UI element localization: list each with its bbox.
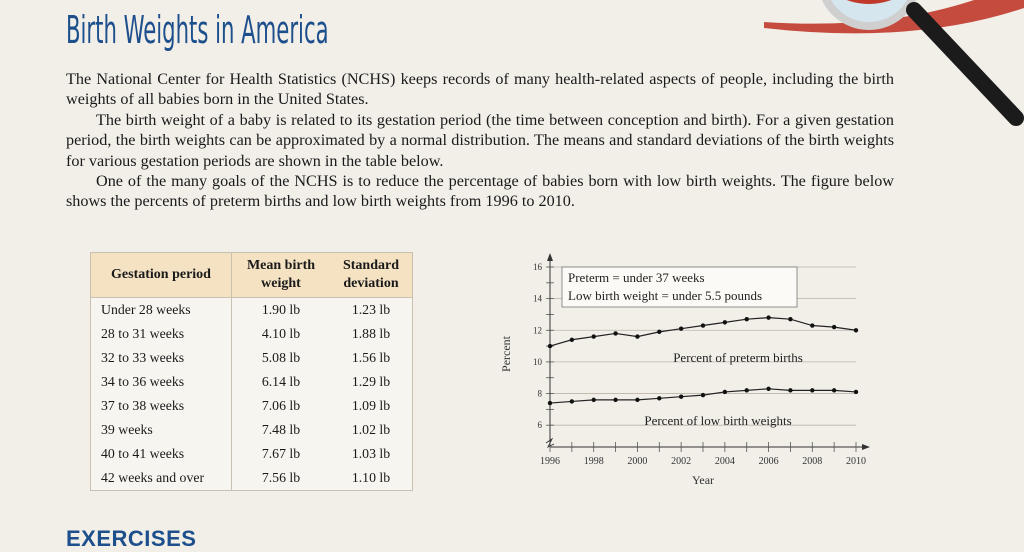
data-point bbox=[657, 396, 661, 400]
table-row bbox=[91, 346, 413, 370]
series-label: Percent of low birth weights bbox=[644, 413, 792, 429]
series-line bbox=[550, 318, 856, 346]
y-axis-arrow bbox=[547, 253, 553, 261]
data-point bbox=[548, 344, 552, 348]
y-tick-label: 12 bbox=[533, 325, 542, 336]
preterm-lowweight-chart bbox=[490, 245, 870, 495]
x-tick-label: 2008 bbox=[802, 456, 823, 467]
table-header-row bbox=[91, 253, 413, 298]
cell-sd: 1.56 lb bbox=[351, 350, 391, 365]
data-point bbox=[679, 395, 683, 399]
y-tick-label: 6 bbox=[537, 420, 542, 431]
paragraph-2: The birth weight of a baby is related to its gestation period (the time between conception and birth). For a given gestation period, the birth weights can be approximated by a normal distribution. The means and standard deviations of the birth weights for various gestation periods are shown in the table below. bbox=[66, 110, 894, 170]
cell-period: 40 to 41 weeks bbox=[91, 442, 232, 466]
cell-period: 39 weeks bbox=[91, 418, 232, 442]
y-axis-label: Percent bbox=[499, 336, 513, 372]
cell-mean: 1.90 lb bbox=[261, 302, 301, 317]
data-point bbox=[788, 317, 792, 321]
data-point bbox=[701, 393, 705, 397]
data-point bbox=[810, 388, 814, 392]
data-point bbox=[635, 398, 639, 402]
table-row bbox=[91, 466, 413, 491]
intro-text bbox=[66, 69, 894, 212]
cell-sd: 1.09 lb bbox=[351, 398, 391, 413]
cell-mean: 7.67 lb bbox=[261, 446, 301, 461]
data-point bbox=[745, 388, 749, 392]
data-point bbox=[679, 326, 683, 330]
cell-period: Under 28 weeks bbox=[91, 298, 232, 323]
table-row bbox=[91, 370, 413, 394]
data-point bbox=[810, 323, 814, 327]
paragraph-3: One of the many goals of the NCHS is to reduce the percentage of babies born with low birth weights. The figure below shows the percents of preterm births and low birth weights from 1996 to 2010. bbox=[66, 172, 894, 211]
cell-mean: 6.14 lb bbox=[261, 374, 301, 389]
cell-period: 34 to 36 weeks bbox=[91, 370, 232, 394]
table-row bbox=[91, 394, 413, 418]
x-tick-label: 2002 bbox=[671, 456, 692, 467]
table-row bbox=[91, 442, 413, 466]
data-point bbox=[592, 334, 596, 338]
data-point bbox=[570, 338, 574, 342]
data-point bbox=[657, 330, 661, 334]
data-point bbox=[570, 399, 574, 403]
cell-sd: 1.23 lb bbox=[351, 302, 391, 317]
cell-mean: 7.48 lb bbox=[261, 422, 301, 437]
x-tick-label: 2010 bbox=[846, 456, 866, 467]
header-mean: Mean birth weight bbox=[232, 253, 331, 298]
cell-mean: 4.10 lb bbox=[261, 326, 301, 341]
y-tick-label: 16 bbox=[533, 262, 542, 272]
data-point bbox=[854, 328, 858, 332]
y-tick-label: 14 bbox=[533, 293, 542, 304]
data-point bbox=[745, 317, 749, 321]
data-point bbox=[788, 388, 792, 392]
legend-entry: Low birth weight = under 5.5 pounds bbox=[568, 288, 763, 303]
x-tick-label: 1998 bbox=[583, 456, 604, 467]
y-tick-label: 8 bbox=[537, 388, 542, 399]
data-point bbox=[766, 315, 770, 319]
data-point bbox=[613, 331, 617, 335]
cell-sd: 1.10 lb bbox=[351, 470, 391, 485]
data-point bbox=[613, 398, 617, 402]
x-axis-label: Year bbox=[691, 473, 715, 487]
cell-mean: 7.06 lb bbox=[261, 398, 301, 413]
series-label: Percent of preterm births bbox=[673, 349, 803, 365]
table-row bbox=[91, 322, 413, 346]
x-tick-label: 1996 bbox=[540, 456, 560, 467]
y-tick-label: 10 bbox=[533, 356, 542, 367]
legend-entry: Preterm = under 37 weeks bbox=[568, 270, 705, 285]
cell-mean: 5.08 lb bbox=[261, 350, 301, 365]
header-sd: Standard deviation bbox=[330, 253, 413, 298]
cell-sd: 1.03 lb bbox=[351, 446, 391, 461]
cell-period: 28 to 31 weeks bbox=[91, 322, 232, 346]
data-point bbox=[592, 398, 596, 402]
data-point bbox=[723, 320, 727, 324]
data-point bbox=[766, 387, 770, 391]
table-row bbox=[91, 418, 413, 442]
data-point bbox=[832, 325, 836, 329]
data-point bbox=[832, 388, 836, 392]
x-tick-label: 2004 bbox=[714, 456, 735, 467]
cell-period: 42 weeks and over bbox=[91, 466, 232, 491]
cell-sd: 1.88 lb bbox=[351, 326, 391, 341]
cell-period: 37 to 38 weeks bbox=[91, 394, 232, 418]
header-gestation: Gestation period bbox=[91, 253, 232, 298]
birth-weight-table bbox=[90, 252, 413, 491]
data-point bbox=[701, 323, 705, 327]
table-row bbox=[91, 298, 413, 323]
paragraph-1: The National Center for Health Statistics (NCHS) keeps records of many health-related aspects of people, including the birth weights of all babies born in the United States. bbox=[66, 70, 894, 109]
data-point bbox=[635, 334, 639, 338]
cell-sd: 1.29 lb bbox=[351, 374, 391, 389]
exercises-heading: EXERCISES bbox=[66, 526, 197, 551]
page-title: Birth Weights in America bbox=[66, 8, 329, 52]
cell-period: 32 to 33 weeks bbox=[91, 346, 232, 370]
data-point bbox=[723, 390, 727, 394]
x-tick-label: 2006 bbox=[758, 456, 779, 467]
data-point bbox=[854, 390, 858, 394]
data-point bbox=[548, 401, 552, 405]
x-axis-arrow bbox=[862, 444, 870, 450]
cell-sd: 1.02 lb bbox=[351, 422, 391, 437]
x-tick-label: 2000 bbox=[627, 456, 648, 467]
cell-mean: 7.56 lb bbox=[261, 470, 301, 485]
